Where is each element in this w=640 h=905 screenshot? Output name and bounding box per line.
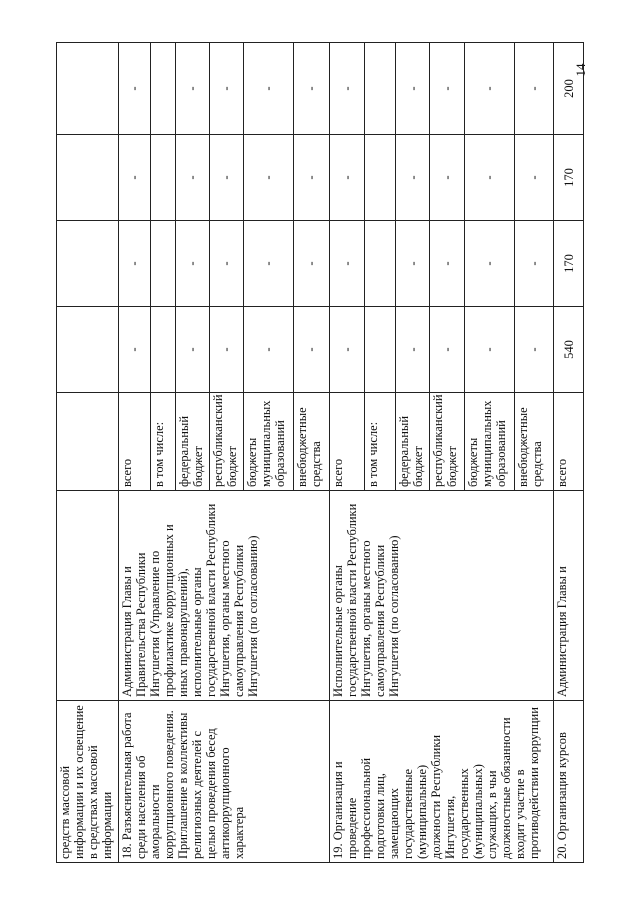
value-cell: - (329, 307, 364, 393)
value-cell: - (294, 221, 330, 307)
value-cell: - (243, 307, 294, 393)
value-cell: - (514, 221, 554, 307)
source-cell: внебюджетные средства (514, 393, 554, 491)
value-cell: 170 (554, 221, 584, 307)
value-cell: 540 (554, 307, 584, 393)
value-cell: - (430, 135, 464, 221)
responsible-cell: Исполнительные органы государственной власти Республики Ингушетия, органы местного самоуправления Республики Ингушетия (по согласованию) (329, 491, 553, 701)
responsible-cell: Администрация Главы и (554, 491, 584, 701)
value-cell: - (464, 307, 514, 393)
value-cell (365, 221, 396, 307)
value-cell (57, 135, 119, 221)
value-cell: - (176, 221, 210, 307)
source-cell: республиканский бюджет (209, 393, 243, 491)
value-cell: - (514, 43, 554, 135)
value-cell: - (329, 135, 364, 221)
value-cell: - (119, 307, 151, 393)
value-cell: - (396, 221, 430, 307)
value-cell: - (329, 43, 364, 135)
event-cell: 18. Разъяснительная работа среди населения об аморальности коррупционного поведения. Приглашение в коллективы религиозных деятелей с целью проведения бесед антикоррупционного характера (119, 701, 330, 863)
event-cell: средств массовой информации и их освещение в средствах массовой информации (57, 701, 119, 863)
source-cell (57, 393, 119, 491)
table-body (57, 43, 584, 863)
value-cell: - (430, 221, 464, 307)
source-cell: всего (119, 393, 151, 491)
value-cell: - (119, 135, 151, 221)
value-cell (150, 307, 175, 393)
value-cell (365, 135, 396, 221)
value-cell: - (243, 135, 294, 221)
source-cell: бюджеты муниципальных образований (464, 393, 514, 491)
value-cell: - (514, 307, 554, 393)
value-cell: - (464, 135, 514, 221)
source-cell: в том числе: (365, 393, 396, 491)
value-cell (150, 43, 175, 135)
event-cell: 20. Организация курсов (554, 701, 584, 863)
value-cell: - (464, 221, 514, 307)
value-cell: - (119, 221, 151, 307)
source-cell: всего (554, 393, 584, 491)
value-cell (57, 43, 119, 135)
value-cell: 170 (554, 135, 584, 221)
value-cell: - (176, 43, 210, 135)
value-cell: - (209, 43, 243, 135)
source-cell: федеральный бюджет (176, 393, 210, 491)
value-cell: - (396, 135, 430, 221)
table-row (554, 43, 584, 863)
value-cell: - (209, 307, 243, 393)
source-cell: внебюджетные средства (294, 393, 330, 491)
value-cell: - (396, 43, 430, 135)
value-cell (365, 307, 396, 393)
page-number: 14 (573, 63, 588, 77)
value-cell: - (430, 307, 464, 393)
value-cell (57, 307, 119, 393)
value-cell: - (294, 43, 330, 135)
value-cell: - (243, 221, 294, 307)
source-cell: республиканский бюджет (430, 393, 464, 491)
value-cell (150, 135, 175, 221)
source-cell: федеральный бюджет (396, 393, 430, 491)
responsible-cell: Администрация Главы и Правительства Республики Ингушетия (Управление по профилактике коррупционных и иных правонарушений), исполнительные органы государственной власти Республики Ингушетия, органы местного самоуправления Республики Ингушетия (по согласованию) (119, 491, 330, 701)
value-cell: - (176, 135, 210, 221)
value-cell (57, 221, 119, 307)
value-cell: - (176, 307, 210, 393)
value-cell: - (464, 43, 514, 135)
value-cell: - (329, 221, 364, 307)
table-row (57, 43, 119, 863)
source-cell: в том числе: (150, 393, 175, 491)
value-cell: - (430, 43, 464, 135)
value-cell (150, 221, 175, 307)
value-cell: - (209, 135, 243, 221)
responsible-cell (57, 491, 119, 701)
value-cell: 200 (554, 43, 584, 135)
source-cell: бюджеты муниципальных образований (243, 393, 294, 491)
value-cell: - (243, 43, 294, 135)
value-cell: - (294, 135, 330, 221)
table-row (329, 43, 364, 863)
value-cell (365, 43, 396, 135)
value-cell: - (514, 135, 554, 221)
value-cell: - (294, 307, 330, 393)
program-measures-table (56, 42, 584, 863)
value-cell: - (396, 307, 430, 393)
value-cell: - (119, 43, 151, 135)
value-cell: - (209, 221, 243, 307)
table-row (119, 43, 151, 863)
event-cell: 19. Организация и проведение профессиональной подготовки лиц, замещающих государственные (муниципальные) должности Республики Ингушетия, государственных (муниципальных) служащих, в чьи должностные обязанности входит участие в противодействии коррупции (329, 701, 553, 863)
rotated-table-wrapper (56, 43, 584, 863)
source-cell: всего (329, 393, 364, 491)
